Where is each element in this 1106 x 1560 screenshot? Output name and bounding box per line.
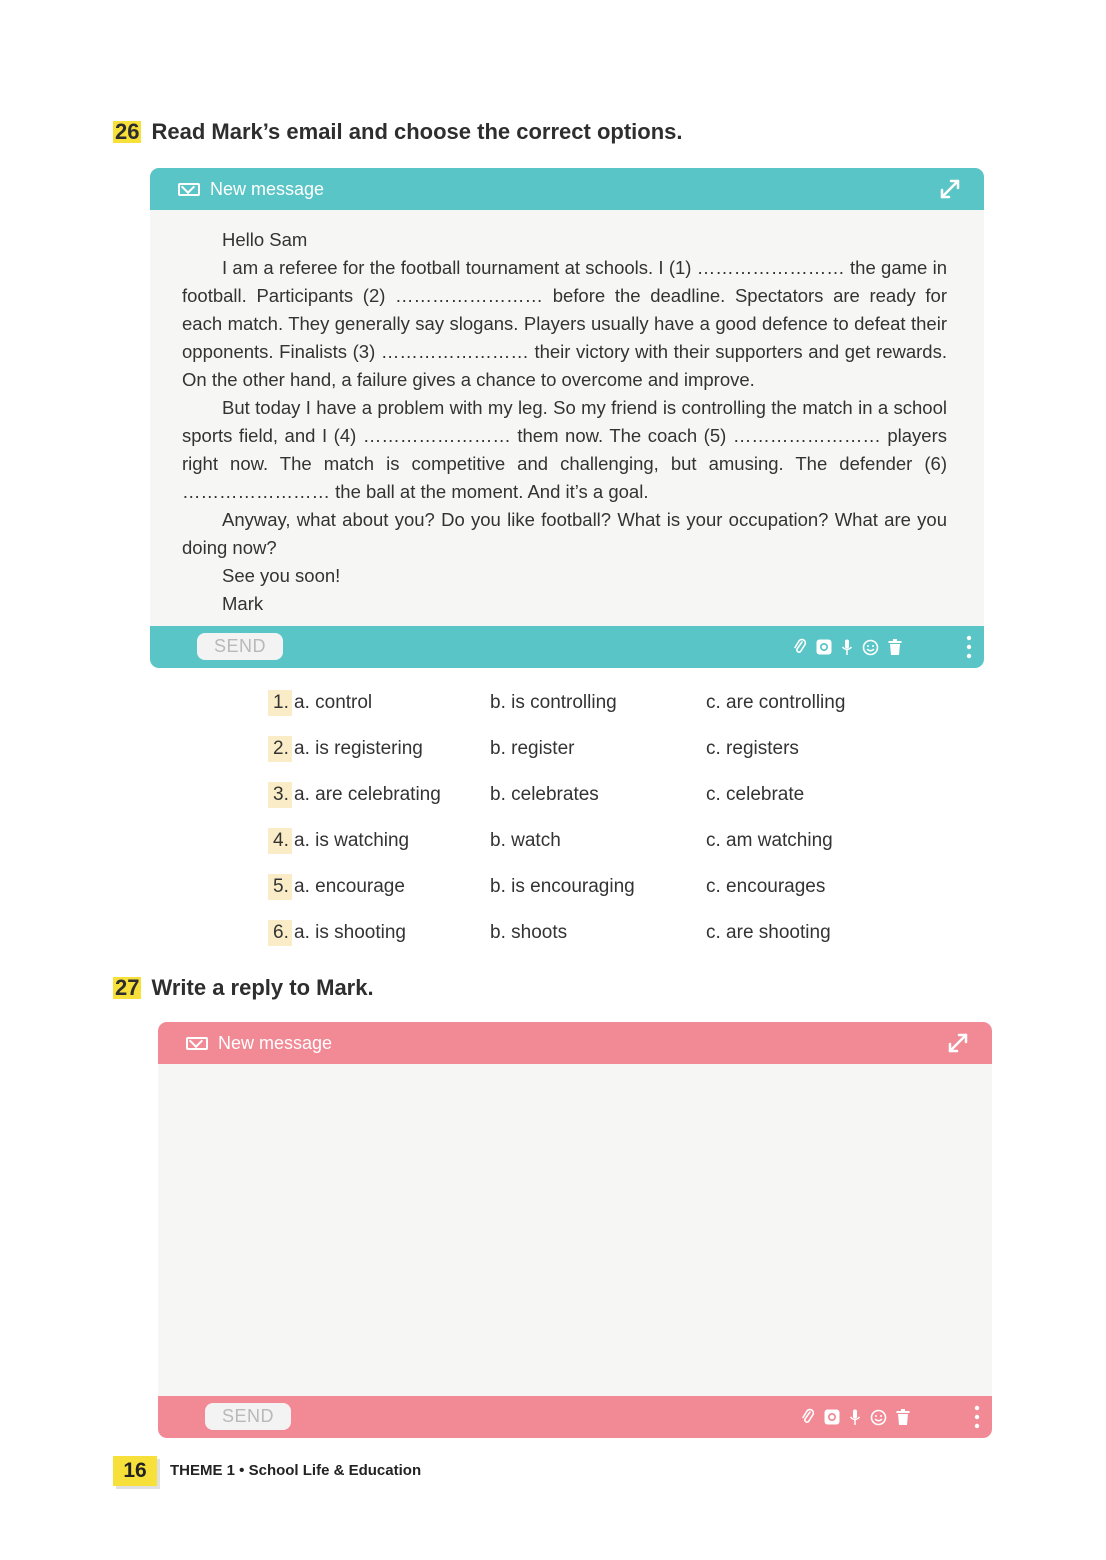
more-vertical-icon[interactable]	[974, 1405, 980, 1429]
more-vertical-icon[interactable]	[966, 635, 972, 659]
microphone-icon[interactable]	[841, 639, 853, 656]
email-window-mark	[150, 168, 984, 668]
option-b[interactable]: b. celebrates	[490, 784, 599, 805]
option-row	[268, 736, 968, 764]
email-window-reply	[158, 1022, 992, 1438]
email-footer-bar	[150, 626, 984, 668]
exercise-number: 26	[115, 119, 140, 144]
exercise-instruction: Read Mark’s email and choose the correct options.	[151, 119, 683, 144]
option-number: 4.	[268, 828, 292, 854]
option-b[interactable]: b. shoots	[490, 922, 568, 943]
page-number: 16	[113, 1456, 157, 1486]
option-c[interactable]: c. are controlling	[706, 692, 846, 713]
option-b[interactable]: b. register	[490, 738, 575, 759]
letter-signature: Mark	[222, 593, 264, 614]
camera-icon[interactable]	[824, 1409, 840, 1425]
option-b[interactable]: b. watch	[490, 830, 561, 851]
option-a[interactable]: a. encourage	[294, 876, 405, 897]
exercise-26-heading	[113, 119, 682, 145]
letter-closing: See you soon!	[222, 565, 341, 586]
email-letter-text	[182, 226, 947, 618]
option-row	[268, 828, 968, 856]
paperclip-icon[interactable]	[793, 638, 807, 656]
email-body	[150, 210, 984, 626]
email-header-bar	[150, 168, 984, 210]
option-a[interactable]: a. control	[294, 692, 373, 713]
send-button[interactable]: SEND	[197, 633, 283, 660]
letter-paragraph: I am a referee for the football tournament at schools. I (1) …………………… the game in football. Participants (2) …………………… before the deadline. Spectators are ready for each match. They generally say slogans. Players usually have a good defence to defeat their opponents. Finalists (3) …………………… their victory with their supporters and get rewards. On the other hand, a failure gives a chance to overcome and improve.	[182, 257, 947, 390]
option-row	[268, 874, 968, 902]
option-b[interactable]: b. is encouraging	[490, 876, 635, 897]
letter-greeting: Hello Sam	[222, 229, 308, 250]
option-a[interactable]: a. are celebrating	[294, 784, 441, 805]
option-c[interactable]: c. encourages	[706, 876, 826, 897]
email-toolbar	[793, 638, 902, 656]
option-c[interactable]: c. celebrate	[706, 784, 805, 805]
email-header-bar	[158, 1022, 992, 1064]
letter-paragraph: But today I have a problem with my leg. So my friend is controlling the match in a school sports field, and I (4) …………………… them now. The coach (5) …………………… players right now. The match is competitive and challenging, but amusing. The defender (6) …………………… the ball at the moment. And it’s a goal.	[182, 397, 947, 502]
exercise-instruction: Write a reply to Mark.	[151, 975, 374, 1000]
email-footer-bar	[158, 1396, 992, 1438]
email-toolbar	[801, 1408, 910, 1426]
option-number: 1.	[268, 690, 292, 716]
microphone-icon[interactable]	[849, 1409, 861, 1426]
letter-paragraph: Anyway, what about you? Do you like football? What is your occupation? What are you doing now?	[182, 509, 947, 558]
exercise-number: 27	[115, 975, 140, 1000]
send-button[interactable]: SEND	[205, 1403, 291, 1430]
email-header-label: New message	[218, 1032, 333, 1053]
option-c[interactable]: c. registers	[706, 738, 799, 759]
option-b[interactable]: b. is controlling	[490, 692, 617, 713]
option-row	[268, 920, 968, 948]
expand-icon[interactable]	[938, 177, 962, 201]
option-a[interactable]: a. is shooting	[294, 922, 406, 943]
option-row	[268, 690, 968, 718]
envelope-icon	[186, 1037, 208, 1050]
paperclip-icon[interactable]	[801, 1408, 815, 1426]
exercise-27-heading	[113, 975, 374, 1001]
camera-icon[interactable]	[816, 639, 832, 655]
reply-text-area[interactable]	[158, 1064, 992, 1396]
trash-icon[interactable]	[896, 1409, 910, 1426]
envelope-icon	[178, 183, 200, 196]
option-number: 5.	[268, 874, 292, 900]
option-number: 3.	[268, 782, 292, 808]
email-header-label: New message	[210, 178, 325, 199]
option-number: 2.	[268, 736, 292, 762]
option-a[interactable]: a. is watching	[294, 830, 410, 851]
option-row	[268, 782, 968, 810]
theme-label: THEME 1 • School Life & Education	[170, 1462, 422, 1479]
option-a[interactable]: a. is registering	[294, 738, 423, 759]
expand-icon[interactable]	[946, 1031, 970, 1055]
option-c[interactable]: c. am watching	[706, 830, 833, 851]
option-number: 6.	[268, 920, 292, 946]
trash-icon[interactable]	[888, 639, 902, 656]
smiley-icon[interactable]	[870, 1409, 887, 1426]
smiley-icon[interactable]	[862, 639, 879, 656]
option-c[interactable]: c. are shooting	[706, 922, 831, 943]
